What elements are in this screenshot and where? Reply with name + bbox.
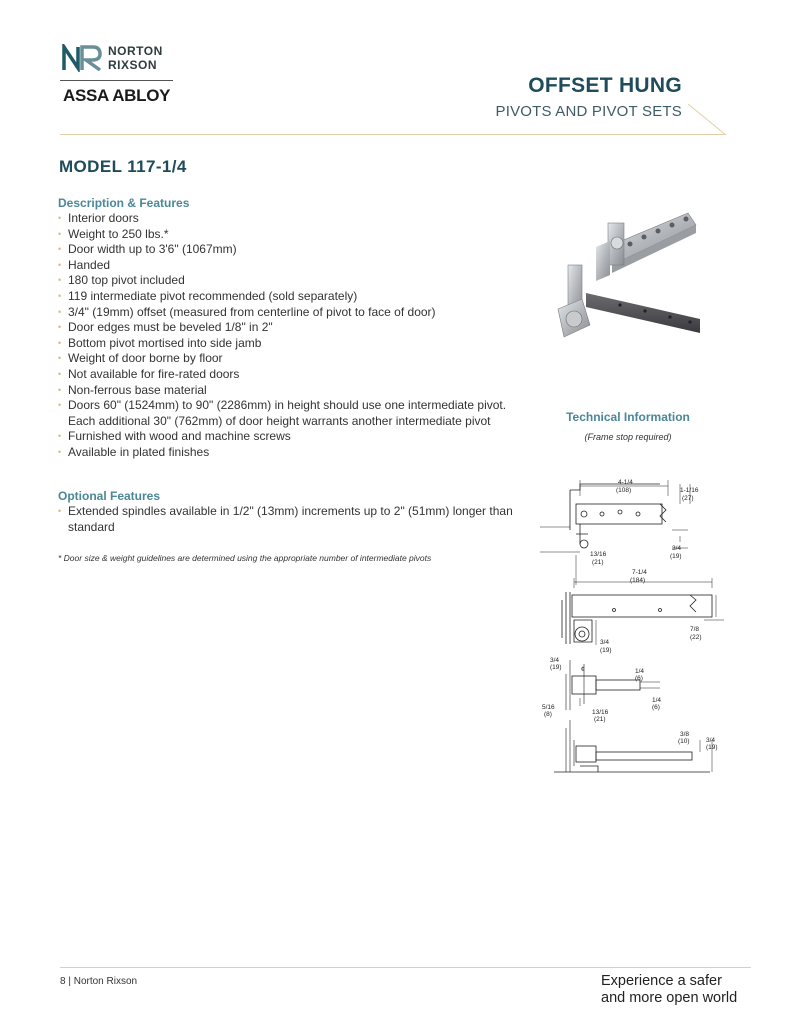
technical-info-heading: Technical Information (566, 410, 690, 424)
tagline-line2: and more open world (601, 990, 738, 1006)
dim-label: 3/4 (600, 639, 610, 646)
logo-divider (60, 80, 173, 81)
list-item: • Bottom pivot mortised into side jamb (58, 336, 520, 352)
list-item: • 119 intermediate pivot recommended (sold separately) (58, 289, 520, 305)
dim-label: (8) (544, 711, 552, 718)
page-title: OFFSET HUNG (528, 74, 682, 97)
dim-label: (22) (690, 634, 702, 641)
centerline-mark: ¢ (581, 666, 585, 673)
list-item: • Doors 60" (1524mm) to 90" (2286mm) in height should use one intermediate pivot. Each additional 30" (762mm) of door height warrants another intermediate pivot (58, 398, 520, 429)
page-number: 8 | Norton Rixson (60, 976, 138, 987)
list-item: • 180 top pivot included (58, 273, 520, 289)
dim-label: (184) (630, 577, 646, 584)
dim-label: 7/8 (690, 626, 700, 633)
optional-features-list (58, 504, 520, 535)
dim-label: 1-1/16 (680, 487, 699, 494)
dim-label: (21) (592, 559, 604, 566)
dim-label: 1/4 (652, 697, 662, 704)
list-item: • Non-ferrous base material (58, 383, 520, 399)
list-item: • Door edges must be beveled 1/8" in 2" (58, 320, 520, 336)
brand-name-line1: NORTON (108, 44, 163, 58)
technical-info-note: (Frame stop required) (584, 432, 672, 442)
norton-rixson-logo-mark (62, 44, 104, 72)
optional-heading: Optional Features (58, 489, 161, 503)
dim-label: 5/16 (542, 704, 555, 711)
dim-label: 7-1/4 (632, 569, 647, 576)
dim-label: (27) (682, 495, 694, 502)
dim-label: 3/8 (680, 731, 690, 738)
list-item: • Not available for fire-rated doors (58, 367, 520, 383)
dim-label: 3/4 (706, 737, 716, 744)
list-item: • Available in plated finishes (58, 445, 520, 461)
dim-label: 13/16 (590, 551, 607, 558)
dim-label: (19) (550, 664, 562, 671)
dim-label: 3/4 (672, 545, 682, 552)
header-accent-line (688, 104, 728, 136)
dim-label: 4-1/4 (618, 479, 633, 486)
dim-label: (10) (678, 738, 690, 745)
features-list (58, 211, 520, 461)
header-divider (60, 134, 726, 135)
dim-label: (19) (670, 553, 682, 560)
list-item: • Interior doors (58, 211, 520, 227)
list-item: • Handed (58, 258, 520, 274)
list-item: • Door width up to 3'6" (1067mm) (58, 242, 520, 258)
description-heading: Description & Features (58, 196, 190, 210)
product-photo (550, 205, 710, 345)
dim-label: (19) (706, 744, 718, 751)
page-subtitle: PIVOTS AND PIVOT SETS (495, 103, 682, 120)
dim-label: (6) (652, 704, 660, 711)
dim-label: 1/4 (635, 668, 645, 675)
dim-label: (108) (616, 487, 632, 494)
dim-label: 3/4 (550, 657, 560, 664)
dim-label: (6) (635, 675, 643, 682)
assa-abloy-logo: ASSA ABLOY (63, 86, 171, 105)
list-item: • Weight to 250 lbs.* (58, 227, 520, 243)
footer-divider (60, 967, 751, 968)
footnote: * Door size & weight guidelines are determined using the appropriate number of intermediate pivots (58, 553, 432, 563)
tagline-line1: Experience a safer (601, 973, 722, 989)
technical-drawing (540, 470, 730, 785)
dim-label: (19) (600, 647, 612, 654)
tagline (601, 973, 737, 1007)
model-title: MODEL 117-1/4 (59, 157, 187, 176)
list-item: • Furnished with wood and machine screws (58, 429, 520, 445)
brand-name-line2: RIXSON (108, 58, 158, 72)
list-item: • 3/4" (19mm) offset (measured from centerline of pivot to face of door) (58, 305, 520, 321)
list-item: • Weight of door borne by floor (58, 351, 520, 367)
list-item: • Extended spindles available in 1/2" (13mm) increments up to 2" (51mm) longer than standard (58, 504, 520, 535)
dim-label: 13/16 (592, 709, 609, 716)
dim-label: (21) (594, 716, 606, 723)
